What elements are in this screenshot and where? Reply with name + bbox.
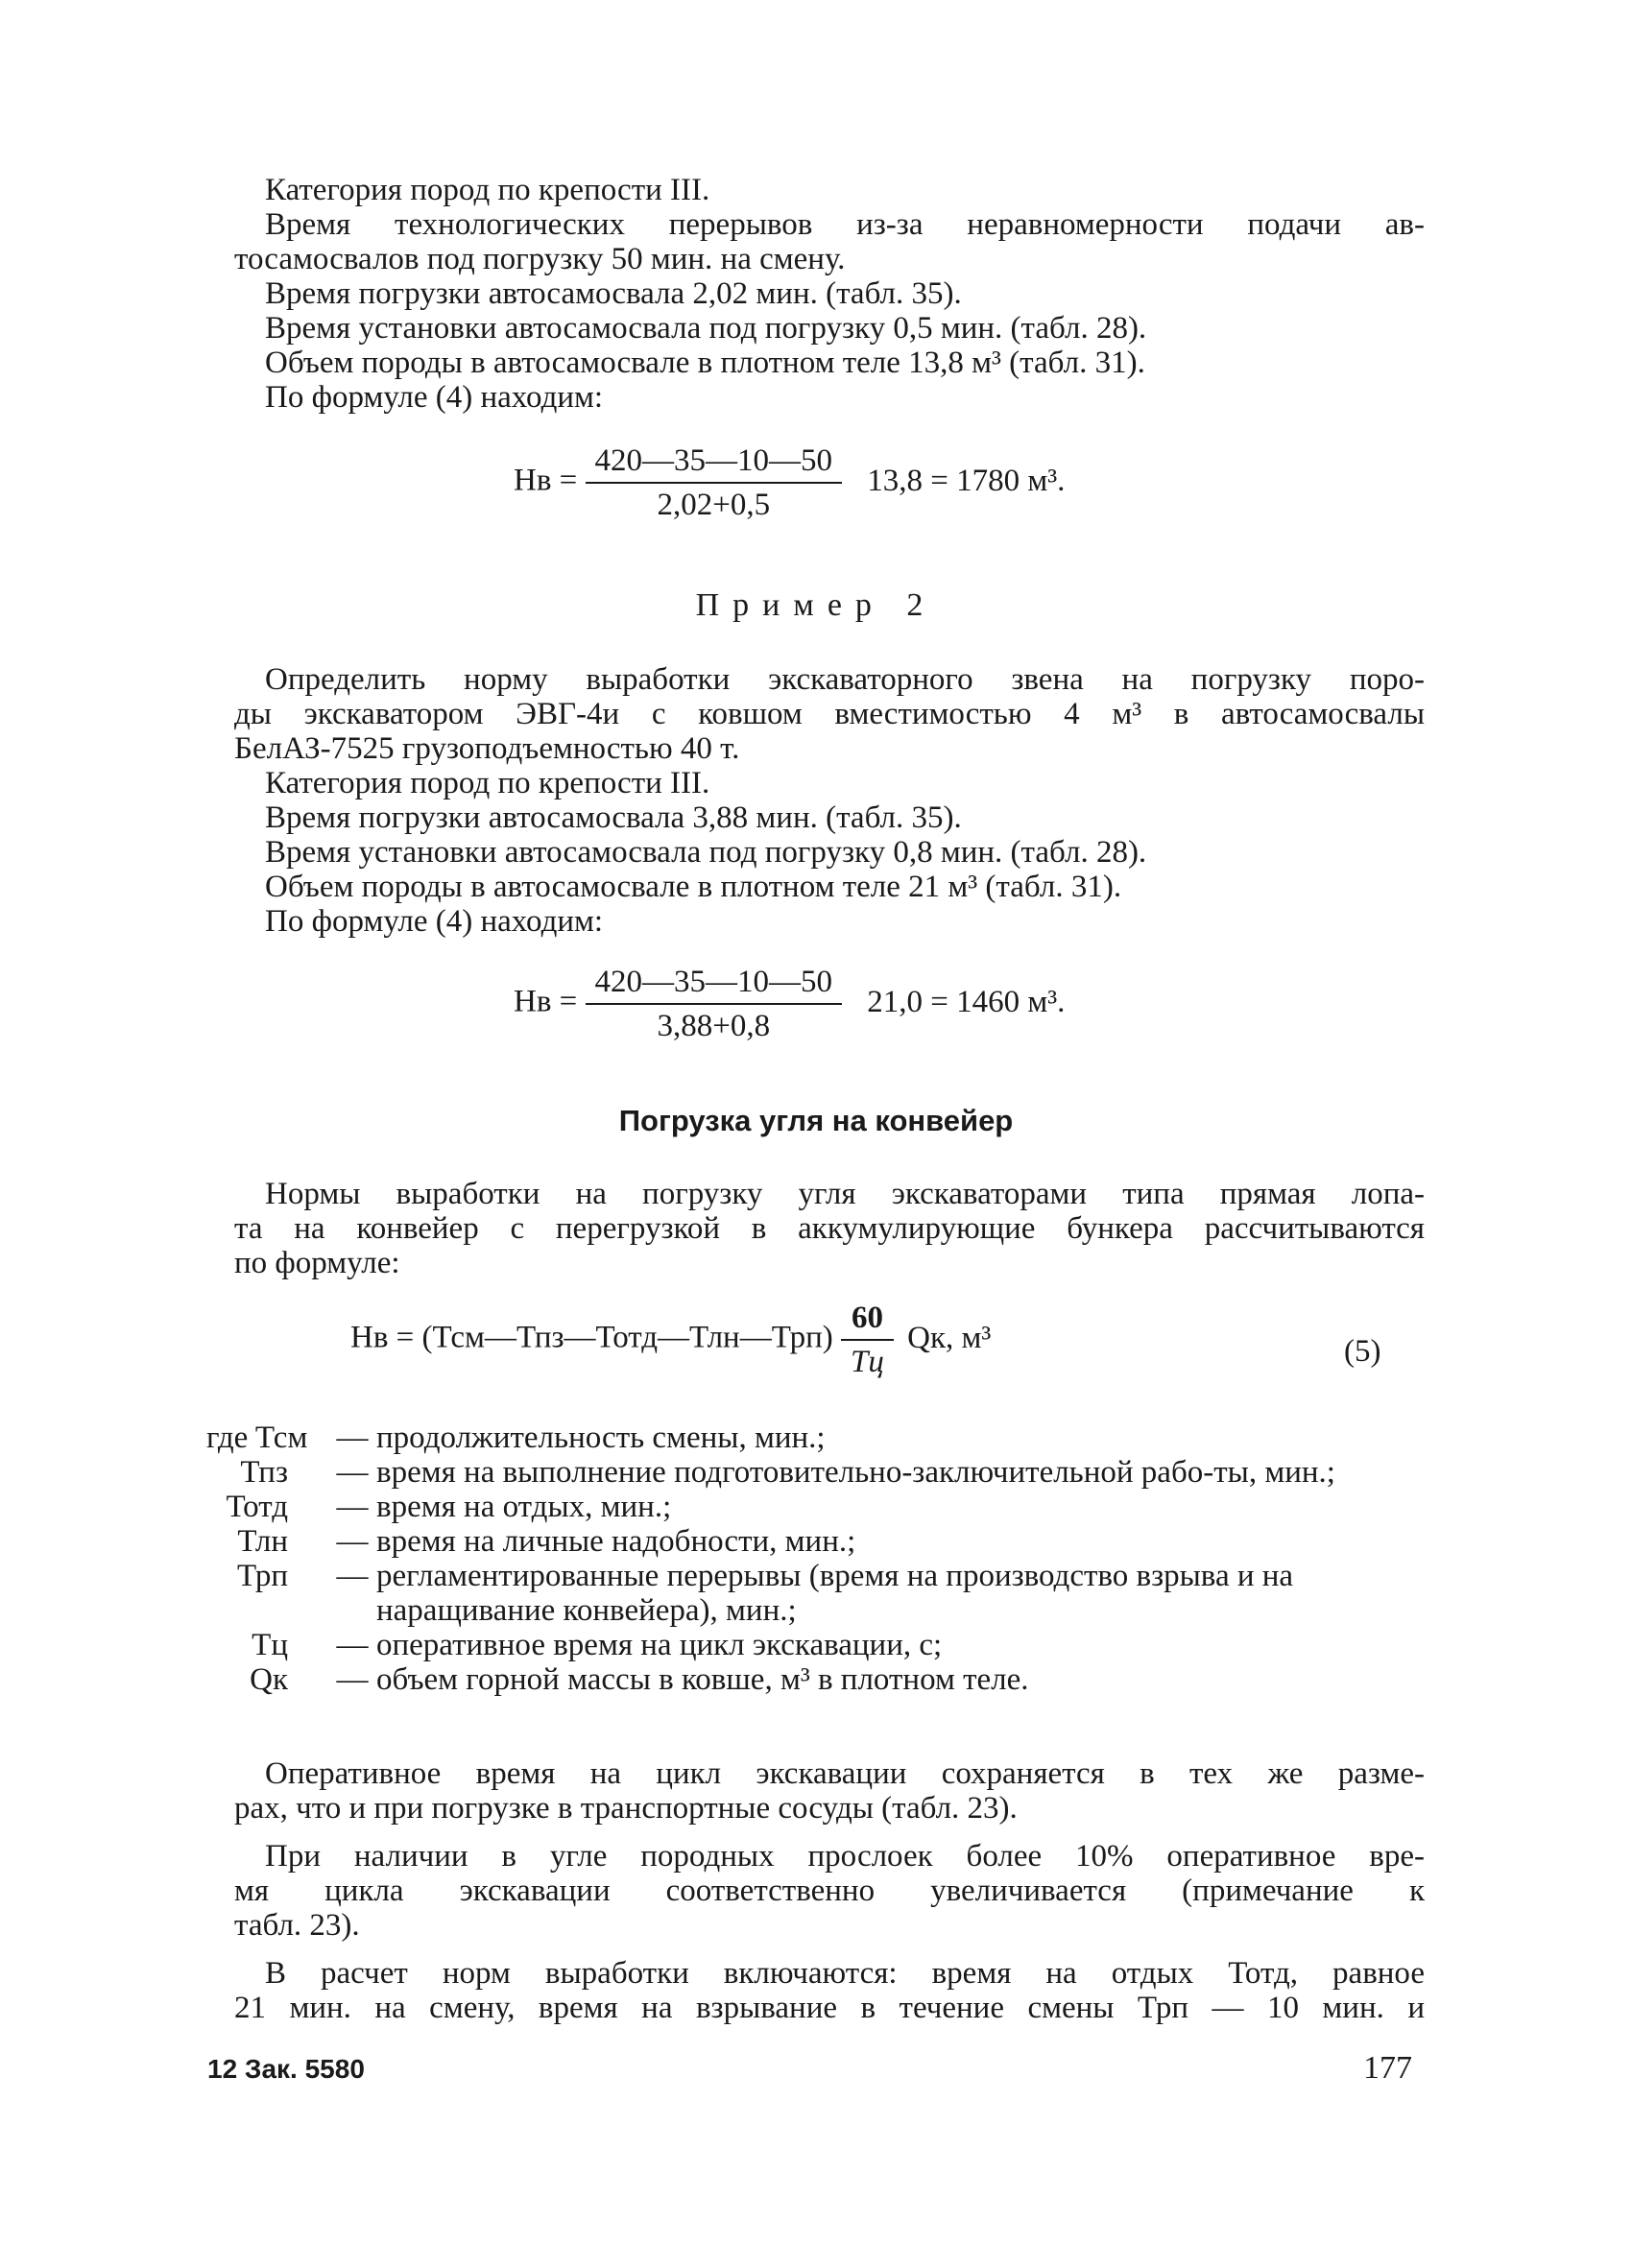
text-line: Определить норму выработки экскаваторного звена на погрузку поро- [265, 662, 1425, 697]
legend-row [206, 1559, 1426, 1628]
text-line: Категория пород по крепости III. [265, 173, 710, 207]
fraction-denominator: 2,02+0,5 [657, 488, 771, 522]
paragraph [234, 1839, 1425, 1943]
text-line: БелАЗ-7525 грузоподъемностью 40 т. [234, 731, 740, 766]
text-line: По формуле (4) находим: [265, 904, 604, 939]
formula-fraction [586, 965, 843, 1043]
fraction-numerator: 420—35—10—50 [586, 965, 843, 1005]
formula-rhs: 13,8 = 1780 м³. [867, 463, 1066, 498]
legend-definition: время на выполнение подготовительно-заключительной рабо-ты, мин.; [376, 1455, 1335, 1490]
text-line: тосамосвалов под погрузку 50 мин. на смену. [234, 242, 846, 276]
text-line: В расчет норм выработки включаются: время на отдых Тотд, равное [265, 1956, 1425, 1991]
text-line: ды экскаватором ЭВГ-4и с ковшом вместимостью 4 м³ в автосамосвалы [234, 697, 1425, 731]
legend-symbol: Трп [236, 1559, 288, 1593]
legend-where: где [206, 1420, 249, 1455]
legend-symbol: Тсм [254, 1420, 308, 1455]
formula-lhs: Hв = (Тсм—Тпз—Тотд—Тлн—Трп) [350, 1320, 833, 1355]
text-line: Время погрузки автосамосвала 2,02 мин. (табл. 35). [265, 276, 962, 311]
legend-symbol: Тотд [226, 1490, 288, 1524]
text-line: При наличии в угле породных прослоек более 10% оперативное вре- [265, 1839, 1425, 1874]
text-line: Нормы выработки на погрузку угля экскаваторами типа прямая лопа- [265, 1177, 1425, 1211]
legend-dash: — [336, 1524, 369, 1559]
text-line: Время установки автосамосвала под погрузку 0,8 мин. (табл. 28). [265, 835, 1147, 870]
legend-row [206, 1455, 1426, 1490]
formula-example2 [514, 965, 1065, 1043]
legend-row [206, 1420, 1426, 1455]
legend-dash: — [336, 1490, 369, 1524]
formula-example1 [514, 443, 1065, 522]
formula-rhs: Qк, м³ [907, 1320, 992, 1355]
legend-dash: — [336, 1420, 369, 1455]
paragraph [234, 1756, 1425, 1826]
text-line: Объем породы в автосамосвале в плотном теле 21 м³ (табл. 31). [265, 870, 1122, 904]
symbol-legend [206, 1420, 1426, 1697]
legend-symbol: Тлн [237, 1524, 288, 1559]
text-line: 21 мин. на смену, время на взрывание в течение смены Трп — 10 мин. и [234, 1991, 1425, 2025]
page-number: 177 [1363, 2050, 1412, 2086]
legend-symbol: Тпз [240, 1455, 288, 1490]
legend-dash: — [336, 1628, 369, 1662]
formula-fraction [586, 443, 843, 522]
text-line: рах, что и при погрузке в транспортные сосуды (табл. 23). [234, 1791, 1018, 1826]
legend-symbol: Тц [252, 1628, 288, 1662]
text-line: По формуле (4) находим: [265, 380, 604, 415]
example2-heading: Пример 2 [695, 587, 937, 623]
example2-text [234, 662, 1425, 939]
formula-lhs: Hв = [514, 984, 578, 1019]
formula-5 [350, 1301, 991, 1379]
text-line: Время технологических перерывов из-за неравномерности подачи ав- [265, 207, 1425, 242]
example1-text [234, 173, 1425, 415]
fraction-denominator: Тц [851, 1345, 884, 1379]
legend-row [206, 1628, 1426, 1662]
fraction-numerator: 420—35—10—50 [586, 443, 843, 484]
legend-dash: — [336, 1455, 369, 1490]
formula-lhs: Hв = [514, 463, 578, 498]
text-line: Время погрузки автосамосвала 3,88 мин. (табл. 35). [265, 800, 962, 835]
legend-definition: время на личные надобности, мин.; [376, 1524, 856, 1559]
legend-dash: — [336, 1662, 369, 1697]
legend-dash: — [336, 1559, 369, 1593]
legend-row [206, 1490, 1426, 1524]
legend-definition: оперативное время на цикл экскавации, с; [376, 1628, 943, 1662]
legend-definition: регламентированные перерывы (время на производство взрыва и на наращивание конвейера), мин.; [376, 1559, 1294, 1628]
text-line: табл. 23). [234, 1908, 360, 1943]
text-line: Время установки автосамосвала под погрузку 0,5 мин. (табл. 28). [265, 311, 1147, 346]
equation-number: (5) [1344, 1334, 1381, 1369]
paragraph [234, 1956, 1425, 2025]
formula-fraction [841, 1301, 894, 1379]
fraction-numerator: 60 [841, 1301, 894, 1341]
print-order-mark: 12 Зак. 5580 [207, 2054, 365, 2084]
text-line: Объем породы в автосамосвале в плотном теле 13,8 м³ (табл. 31). [265, 346, 1145, 380]
fraction-denominator: 3,88+0,8 [657, 1009, 771, 1043]
text-line: Оперативное время на цикл экскавации сохраняется в тех же разме- [265, 1756, 1425, 1791]
section-intro [234, 1177, 1425, 1280]
legend-definition: время на отдых, мин.; [376, 1490, 672, 1524]
text-line: Категория пород по крепости III. [265, 766, 710, 800]
legend-row [206, 1662, 1426, 1697]
text-line: по формуле: [234, 1246, 400, 1280]
text-line: мя цикла экскавации соответственно увеличивается (примечание к [234, 1874, 1425, 1908]
formula-rhs: 21,0 = 1460 м³. [867, 984, 1066, 1019]
text-line: та на конвейер с перегрузкой в аккумулирующие бункера рассчитываются [234, 1211, 1425, 1246]
legend-symbol: Qк [250, 1662, 288, 1697]
legend-definition: объем горной массы в ковше, м³ в плотном теле. [376, 1662, 1029, 1697]
section-paragraphs [234, 1756, 1425, 2025]
legend-row [206, 1524, 1426, 1559]
section-heading: Погрузка угля на конвейер [618, 1104, 1014, 1137]
legend-definition: продолжительность смены, мин.; [376, 1420, 826, 1455]
